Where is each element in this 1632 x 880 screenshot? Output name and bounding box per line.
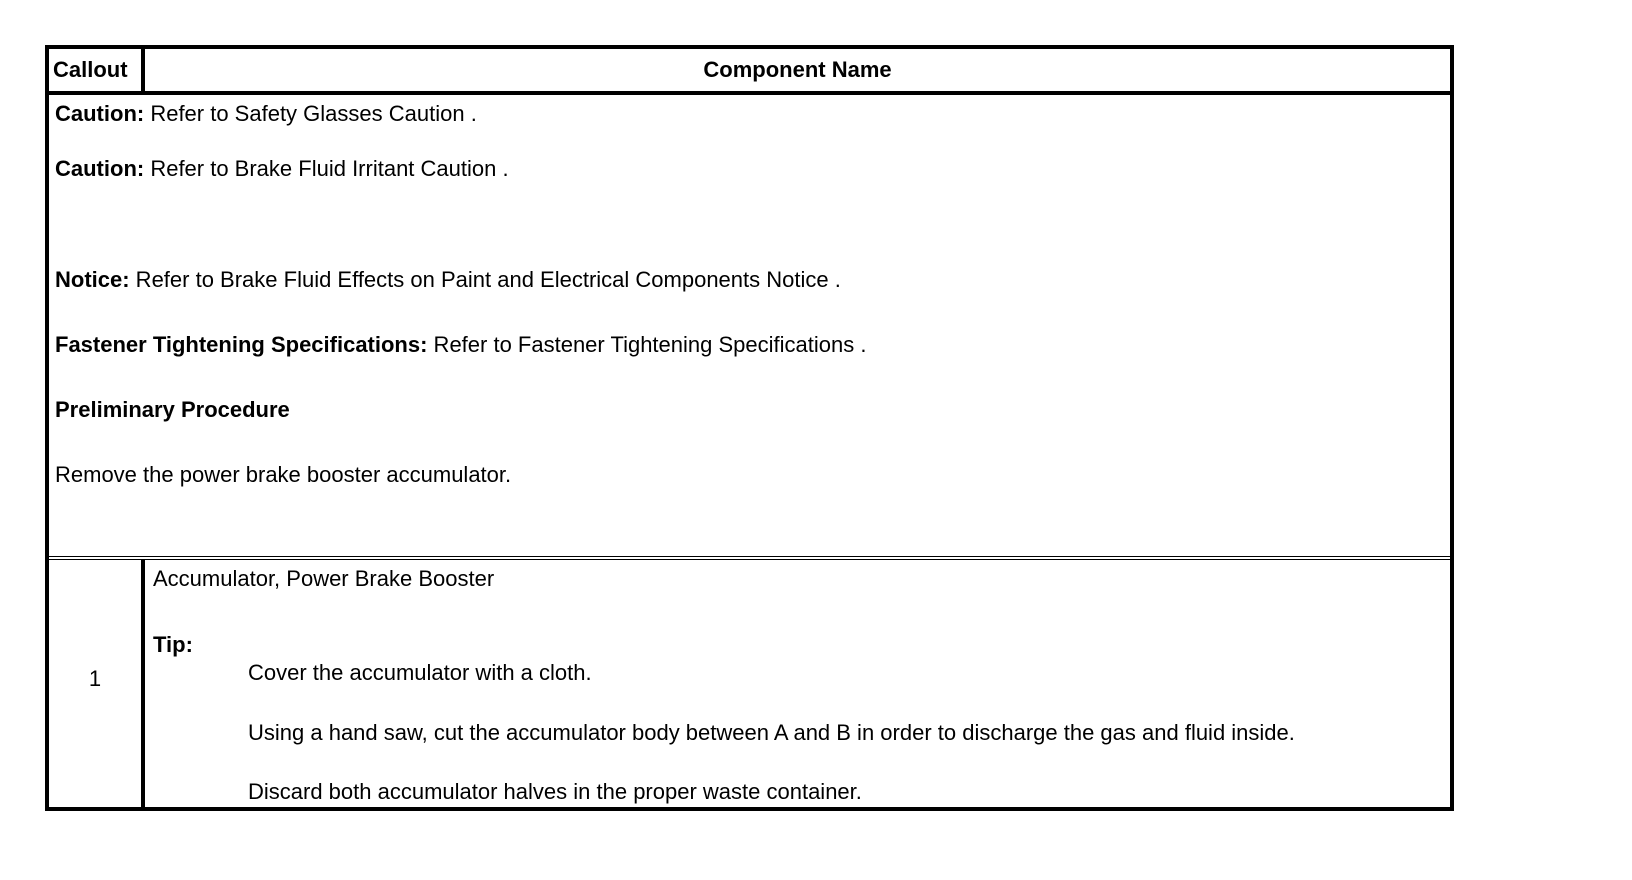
step-callout-number: 1 — [49, 560, 145, 807]
tip-label: Tip: — [153, 632, 193, 657]
tip-item: Using a hand saw, cut the accumulator body between A and B in order to discharge the gas and fluid inside. — [248, 720, 1295, 745]
note-label: Caution: — [55, 101, 145, 126]
preliminary-text: Remove the power brake booster accumulator. — [55, 462, 512, 487]
table-row — [49, 560, 1450, 807]
tip-item: Discard both accumulator halves in the proper waste container. — [248, 779, 862, 804]
table-header-row — [49, 49, 1450, 95]
procedure-table — [45, 45, 1454, 811]
note-text: Refer to Safety Glasses Caution . — [144, 101, 477, 126]
note-label: Caution: — [55, 156, 145, 181]
fastener-spec-note — [55, 332, 866, 358]
header-callout: Callout — [49, 49, 145, 91]
note-text: Refer to Brake Fluid Effects on Paint and Electrical Components Notice . — [129, 267, 841, 292]
note-text: Refer to Fastener Tightening Specifications . — [427, 332, 867, 357]
note-label: Notice: — [55, 267, 130, 292]
header-component-name: Component Name — [703, 57, 892, 82]
caution-note-safety-glasses — [55, 101, 477, 127]
note-text: Refer to Brake Fluid Irritant Caution . — [144, 156, 509, 181]
notes-section — [49, 95, 1450, 560]
preliminary-heading: Preliminary Procedure — [55, 397, 290, 422]
component-name: Accumulator, Power Brake Booster — [153, 566, 495, 591]
tip-item: Cover the accumulator with a cloth. — [248, 660, 592, 685]
step-body — [145, 560, 1450, 807]
caution-note-brake-fluid — [55, 156, 509, 182]
note-label: Fastener Tightening Specifications: — [55, 332, 428, 357]
notice-note-paint — [55, 267, 841, 293]
